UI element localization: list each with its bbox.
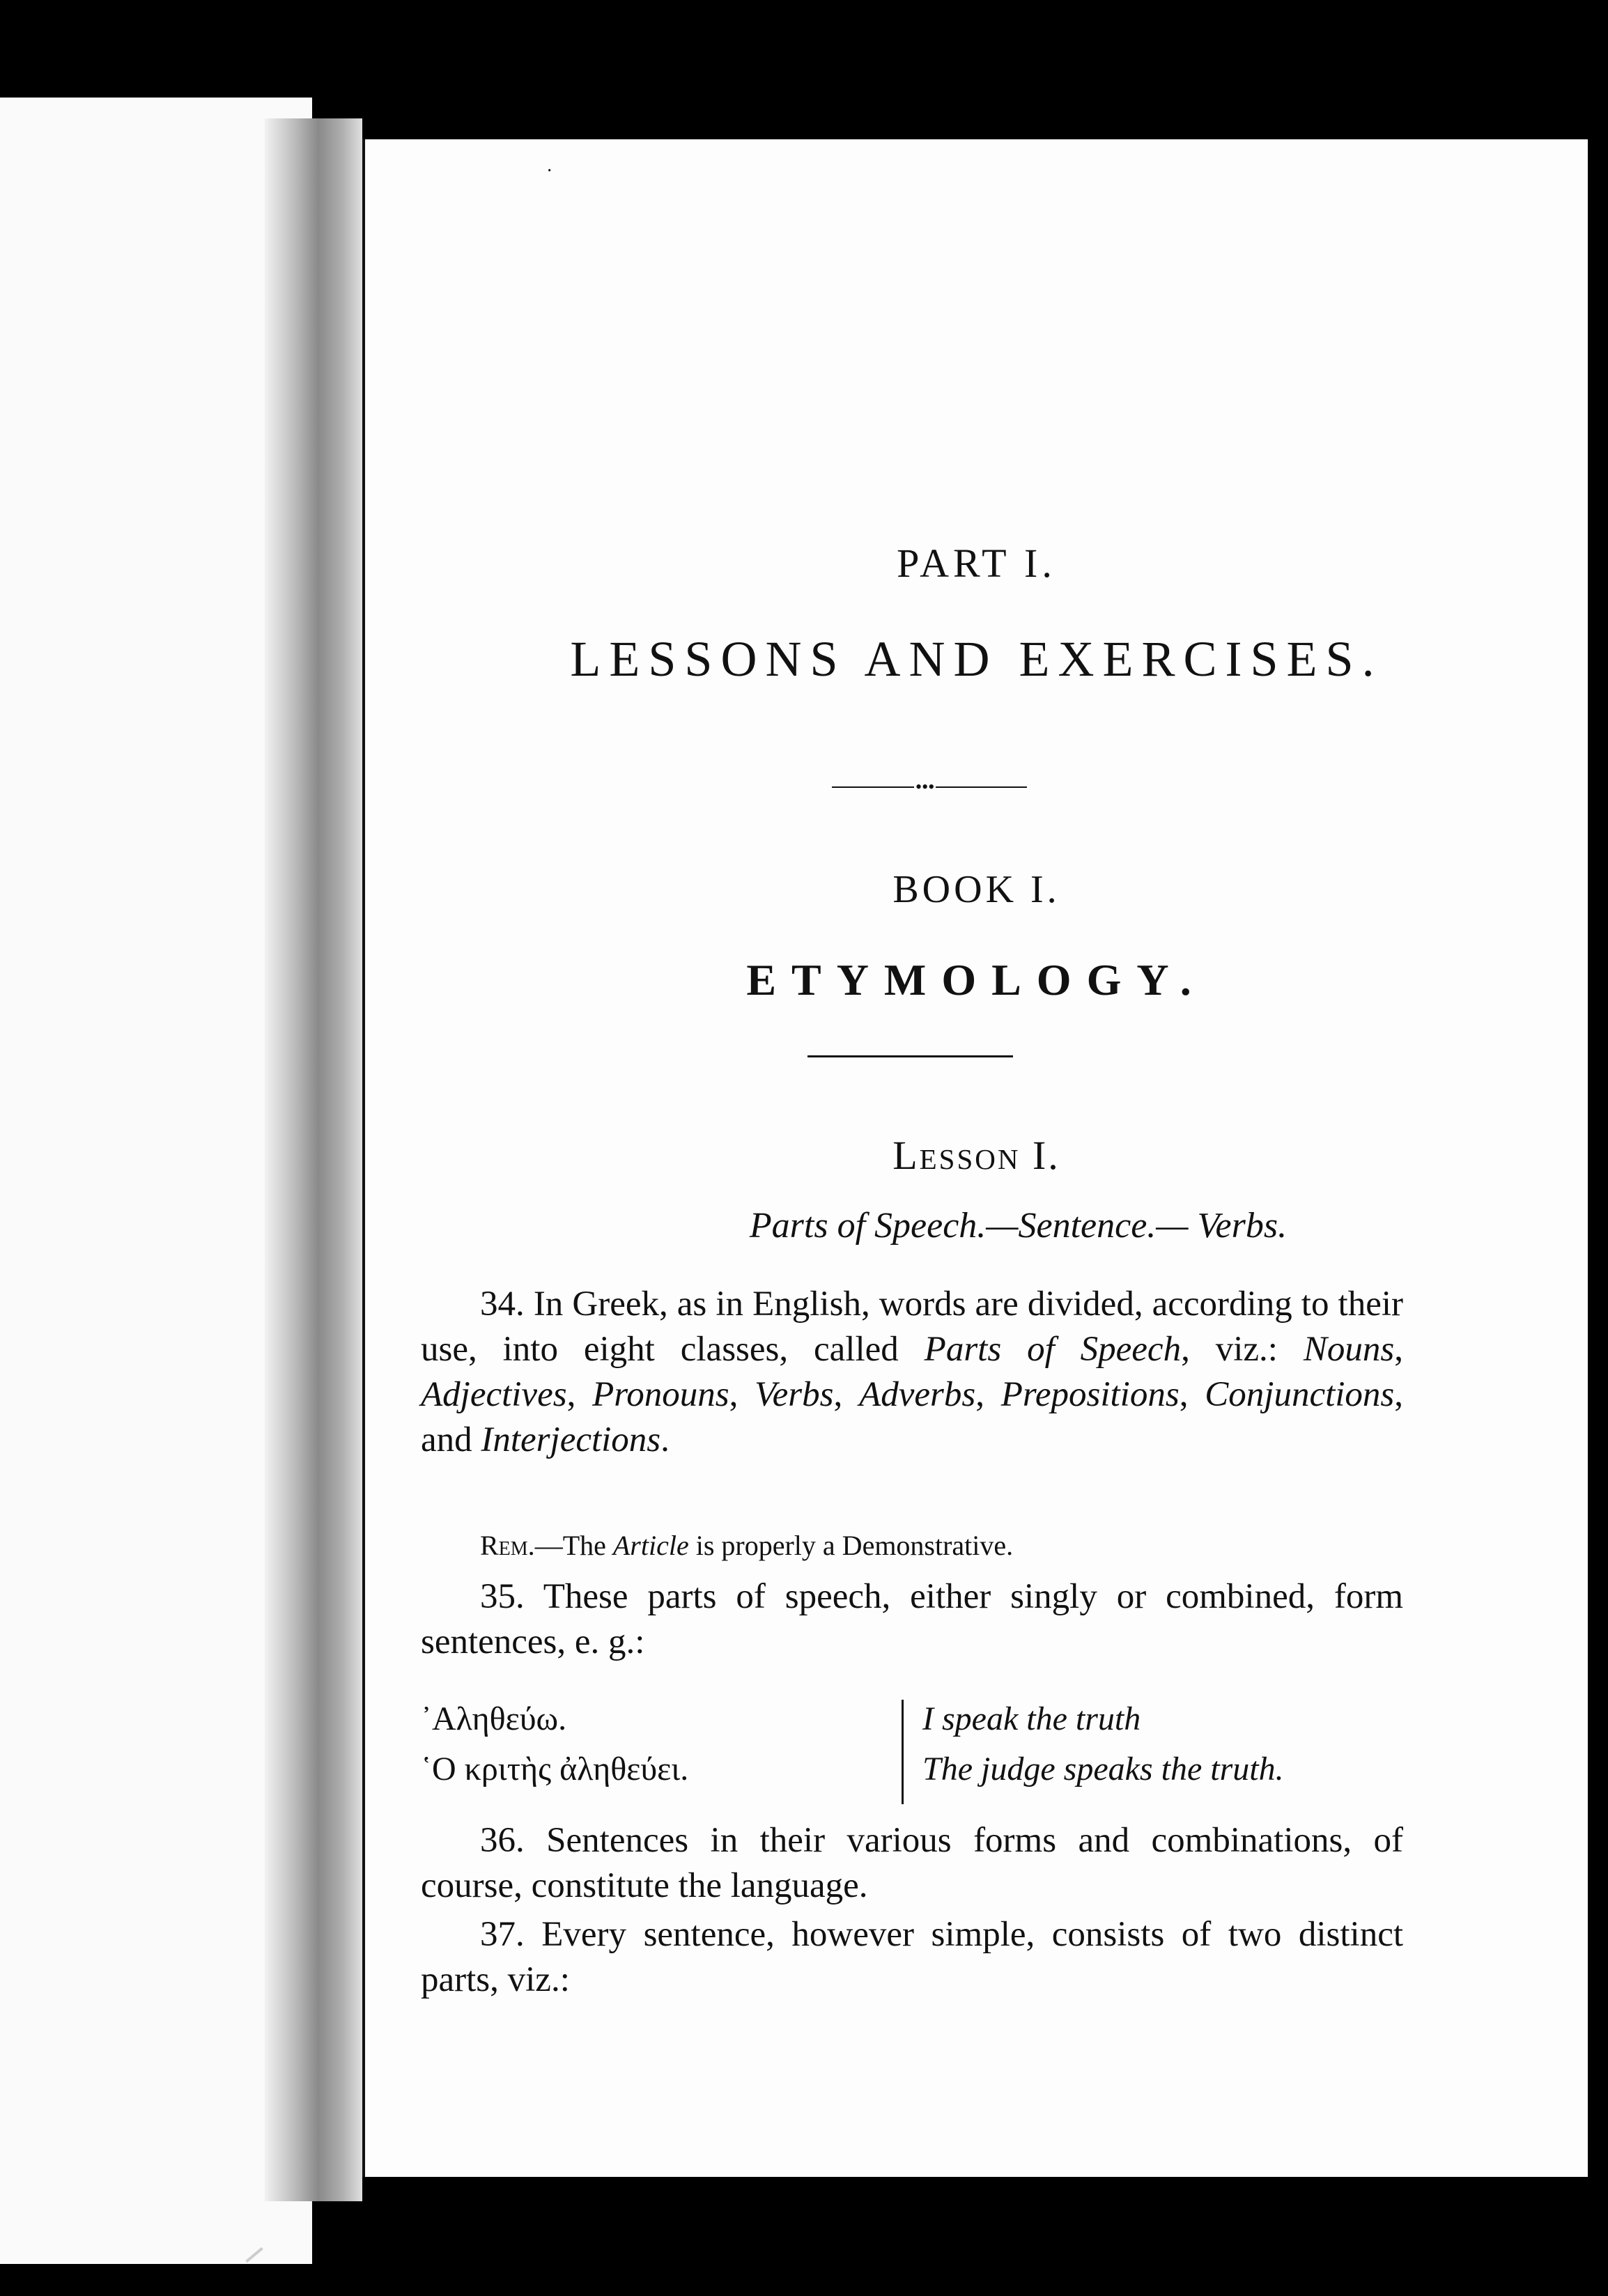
lesson-title: Lesson I. [892, 1133, 1060, 1178]
lesson-subtitle: Parts of Speech.—Sentence.— Verbs. [749, 1206, 1288, 1246]
term-prepositions: Prepositions [1000, 1375, 1180, 1414]
term-conjunctions: Conjunctions [1205, 1375, 1395, 1414]
paragraph-34 [421, 1282, 1403, 1463]
example-row [421, 1700, 1466, 1750]
remark-label: Rem. [480, 1530, 535, 1561]
paragraph-text: Every sentence, however simple, consists of two distinct parts, viz.: [421, 1915, 1403, 1999]
book-page [362, 139, 1588, 2177]
term-nouns: Nouns [1303, 1330, 1395, 1369]
term-pronouns: Pronouns [592, 1375, 729, 1414]
term-interjections: Interjections [481, 1420, 661, 1459]
paragraph-text: , viz.: [1181, 1330, 1304, 1369]
english-translation: I speak the truth [922, 1700, 1141, 1737]
book-gutter-shadow [265, 118, 362, 2201]
separator: , [833, 1375, 860, 1414]
separator: , [1179, 1375, 1205, 1414]
book-title: ETYMOLOGY. [746, 955, 1207, 1004]
remark-text: —The [534, 1530, 613, 1561]
paragraph-text: In Greek, as in English, words are divided, according to their use, into eight classes, called [421, 1285, 1403, 1369]
section-rule [807, 1055, 1013, 1057]
paragraph-text: Sentences in their various forms and combinations, of course, constitute the language. [421, 1821, 1403, 1905]
separator: , [975, 1375, 1001, 1414]
term-adverbs: Adverbs [859, 1375, 976, 1414]
part-title: LESSONS AND EXERCISES. [570, 631, 1383, 687]
ornament-rule [832, 777, 1027, 797]
page-speck: · [546, 160, 553, 182]
example-row [421, 1750, 1466, 1800]
paragraph-number: 35. [480, 1577, 525, 1616]
separator: , [566, 1375, 593, 1414]
ornament-dots: ••• [915, 777, 935, 797]
paragraph-36 [421, 1818, 1403, 1909]
remark-text: is properly a Demonstrative. [688, 1530, 1014, 1561]
separator: , [1394, 1375, 1404, 1414]
term-parts-of-speech: Parts of Speech [924, 1330, 1182, 1369]
paragraph-number: 37. [480, 1915, 525, 1954]
greek-sentence: ῾Ο κριτὴς ἀληθεύει. [421, 1751, 689, 1787]
paragraph-number: 34. [480, 1285, 525, 1324]
english-translation: The judge speaks the truth. [922, 1751, 1284, 1787]
conjunction-and: and [421, 1420, 472, 1459]
book-label: BOOK I. [892, 868, 1060, 911]
paragraph-35 [421, 1574, 1403, 1665]
paragraph-37 [421, 1912, 1403, 2003]
part-label: PART I. [897, 541, 1056, 586]
greek-examples [421, 1700, 1466, 1800]
paragraph-number: 36. [480, 1821, 525, 1860]
greek-sentence: ᾿Αληθεύω. [421, 1700, 567, 1737]
period: . [660, 1420, 670, 1459]
separator: , [729, 1375, 755, 1414]
separator: , [1394, 1330, 1403, 1369]
term-adjectives: Adjectives [421, 1375, 567, 1414]
remark [480, 1529, 1386, 1562]
term-article: Article [612, 1530, 689, 1561]
paragraph-text: These parts of speech, either singly or combined, form sentences, e. g.: [421, 1577, 1403, 1661]
term-verbs: Verbs [755, 1375, 834, 1414]
